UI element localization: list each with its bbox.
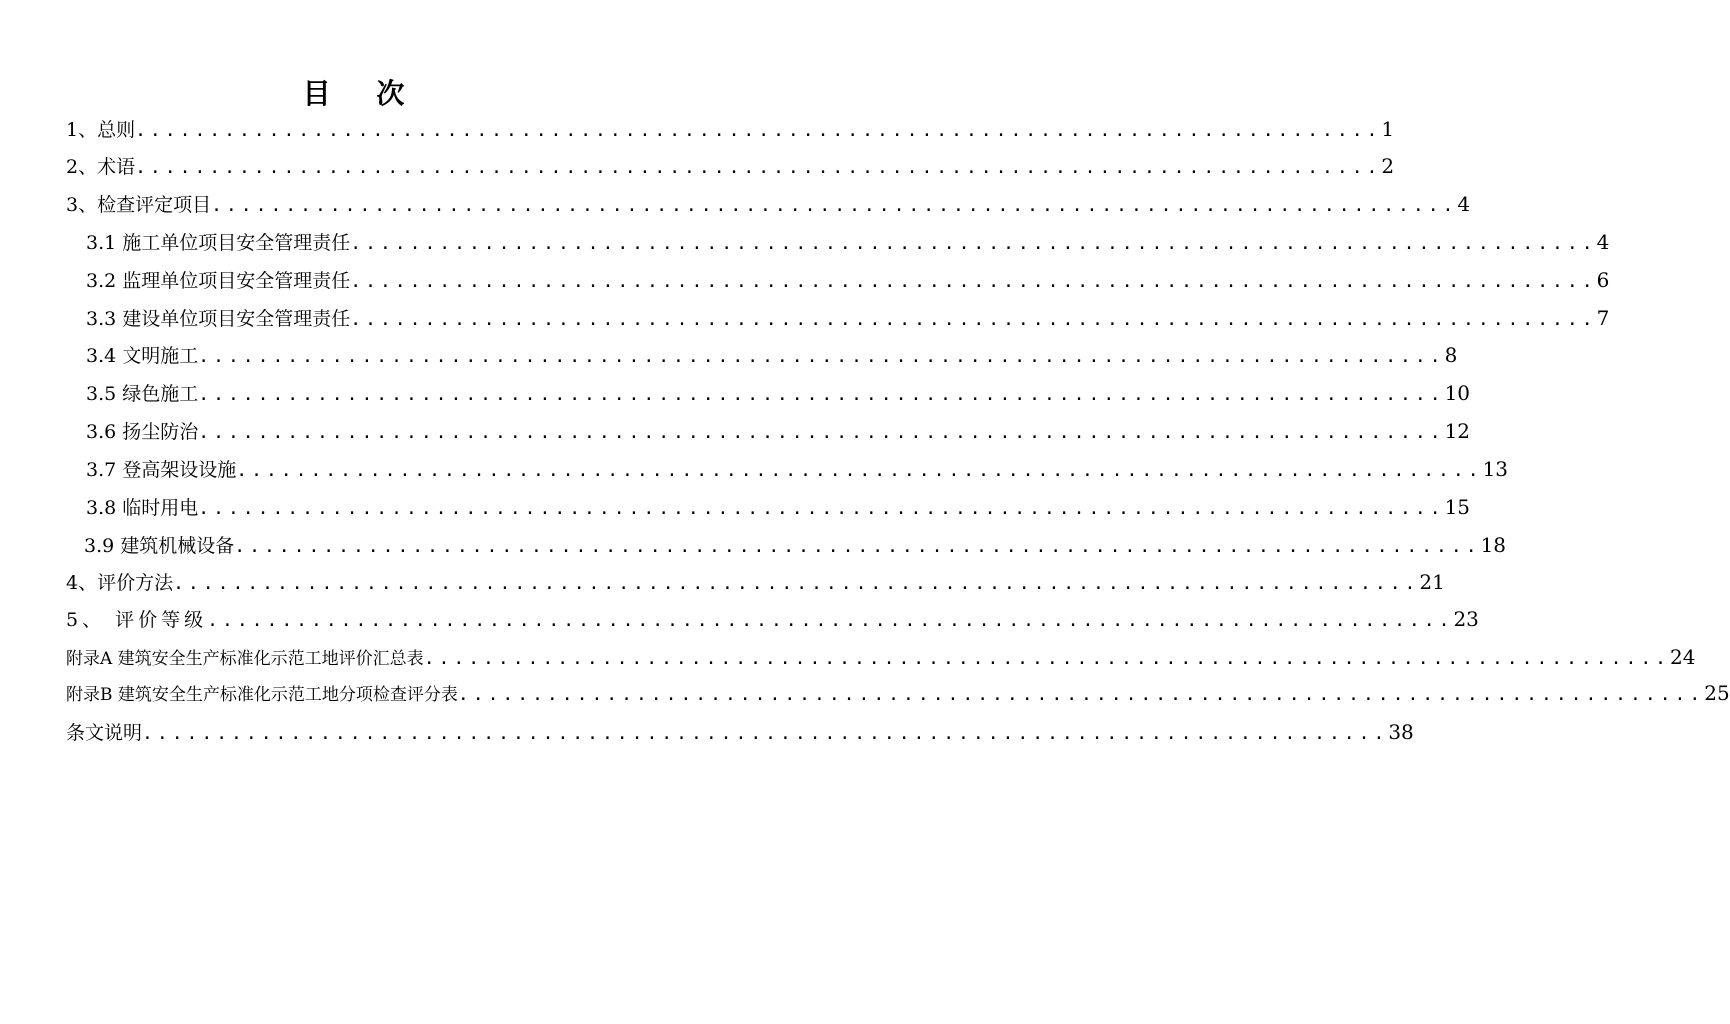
toc-entry-label: 3.7 登高架设设施 [86,459,237,481]
toc-entry[interactable] [86,417,1471,447]
toc-entry-label: 3.4 文明施工 [86,345,199,367]
toc-entry-label: 4、评价方法 [66,572,174,594]
toc-entry[interactable] [66,190,1471,220]
toc-entry-page: 13 [1482,457,1509,481]
toc-entry[interactable] [66,644,1696,674]
toc-leader-dots: .................................................................................... [234,536,1481,557]
toc-entry-label: 3、检查评定项目 [66,194,212,216]
toc-entry-page: 4 [1596,230,1610,254]
toc-entry-page: 12 [1444,419,1471,443]
toc-entry-page: 15 [1444,495,1471,519]
toc-leader-dots: .................................................................................... [198,346,1445,367]
toc-entry-label: 3.3 建设单位项目安全管理责任 [86,308,351,330]
toc-entry-page: 1 [1381,117,1395,141]
toc-leader-dots: .................................................................................... [423,648,1670,669]
toc-entry[interactable] [86,304,1610,334]
toc-entry-page: 4 [1457,192,1471,216]
toc-entry-label: 附录B 建筑安全生产标准化示范工地分项检查评分表 [66,685,458,705]
toc-entry-label: 3.9 建筑机械设备 [84,535,235,557]
toc-leader-dots: .................................................................................... [350,271,1597,292]
toc-entry-page: 23 [1453,607,1479,631]
toc-entry-page: 2 [1381,154,1395,178]
toc-entry[interactable] [66,152,1395,182]
toc-entry[interactable] [84,531,1507,561]
toc-leader-dots: .................................................................................... [207,610,1454,631]
toc-leader-dots: .................................................................................... [142,723,1389,744]
toc-entry[interactable] [86,228,1610,258]
toc-entry-page: 38 [1388,720,1414,744]
toc-leader-dots: .................................................................................... [198,422,1445,443]
toc-leader-dots: .................................................................................... [198,384,1445,405]
toc-entry-page: 6 [1596,268,1610,292]
toc-entry-page: 7 [1596,306,1610,330]
toc-entry-label: 3.5 绿色施工 [86,383,199,405]
toc-entry-page: 25 [1704,681,1730,705]
toc-entry[interactable] [86,341,1458,371]
toc-entry[interactable] [66,115,1395,145]
toc-leader-dots: .................................................................................... [457,684,1705,705]
toc-entry[interactable] [86,266,1610,296]
toc-entry-label: 附录A 建筑安全生产标准化示范工地评价汇总表 [66,649,424,669]
toc-entry[interactable] [86,379,1471,409]
toc-entry-label: 3.8 临时用电 [86,497,199,519]
toc-entry-label: 1、总则 [66,119,136,141]
toc-entry-label: 2、术语 [66,156,136,178]
toc-title: 目 次 [302,77,423,110]
toc-entry-page: 24 [1670,645,1696,669]
toc-leader-dots: .................................................................................... [211,195,1458,216]
toc-leader-dots: .................................................................................... [350,309,1597,330]
toc-entry-page: 21 [1419,570,1445,594]
toc-entry-label: 3.6 扬尘防治 [86,421,199,443]
toc-leader-dots: .................................................................................... [135,120,1382,141]
toc-entry-page: 18 [1480,533,1507,557]
toc-entry-page: 10 [1444,381,1471,405]
toc-entry-label: 5、 评价等级 [66,609,208,631]
toc-leader-dots: .................................................................................... [236,460,1483,481]
toc-entry-page: 8 [1444,343,1458,367]
toc-leader-dots: .................................................................................... [198,498,1445,519]
toc-entry[interactable] [66,718,1414,748]
toc-entry[interactable] [66,568,1445,598]
toc-leader-dots: .................................................................................... [135,157,1382,178]
toc-leader-dots: .................................................................................... [173,573,1420,594]
toc-entry[interactable] [86,493,1471,523]
toc-entry[interactable] [86,455,1509,485]
toc-entry-label: 条文说明 [66,722,143,744]
toc-entry[interactable] [66,680,1730,710]
toc-leader-dots: .................................................................................... [350,233,1597,254]
toc-entry[interactable] [66,605,1479,635]
toc-entry-label: 3.2 监理单位项目安全管理责任 [86,270,351,292]
toc-entry-label: 3.1 施工单位项目安全管理责任 [86,232,351,254]
